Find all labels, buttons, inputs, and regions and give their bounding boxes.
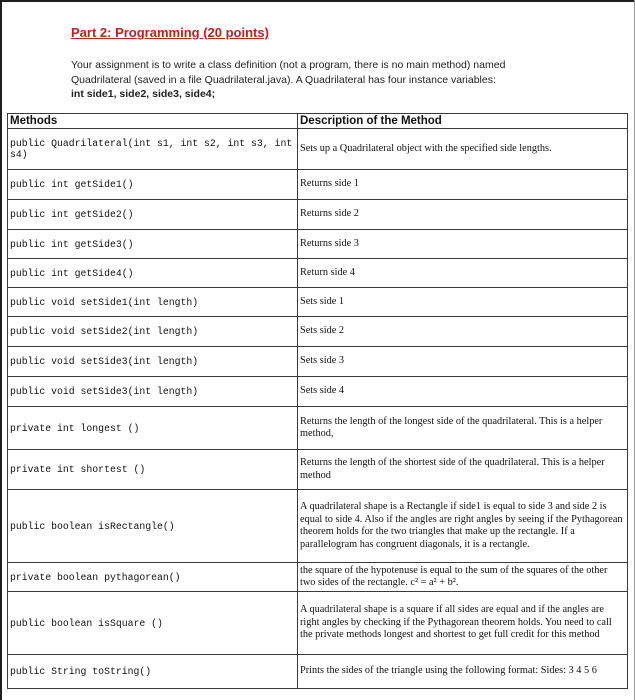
method-description: Prints the sides of the triangle using the following format: Sides: 3 4 5 6 [298,655,628,689]
method-description: Sets side 3 [298,347,628,377]
table-row [8,259,628,288]
assignment-intro [71,58,591,102]
method-description: A quadrilateral shape is a square if all sides are equal and if the angles are right angles by checking if the Pythagorean theorem holds. You need to call the private methods longest and shortest to get full credit for this method [298,592,628,655]
method-description: Sets side 1 [298,288,628,317]
method-description: Sets side 2 [298,317,628,347]
method-description: Returns side 2 [298,200,628,230]
method-signature: public void setSide1(int length) [8,288,298,317]
method-description: Returns the length of the shortest side of the quadrilateral. This is a helper method [298,450,628,490]
intro-line-1: Your assignment is to write a class definition (not a program, there is no main method) named [71,59,506,71]
method-signature: private int shortest () [8,450,298,490]
method-signature: public int getSide4() [8,259,298,288]
method-signature: public void setSide2(int length) [8,317,298,347]
method-description: Sets side 4 [298,377,628,407]
method-signature: public boolean isSquare () [8,592,298,655]
window-top-border [0,0,635,2]
table-row [8,563,628,592]
window-left-border [0,0,2,700]
method-signature: public int getSide1() [8,170,298,200]
methods-column-header: Methods [8,114,298,129]
section-title: Part 2: Programming (20 points) [71,25,269,40]
method-signature: public boolean isRectangle() [8,490,298,563]
table-row [8,129,628,170]
methods-table [7,113,628,689]
table-row [8,288,628,317]
method-signature: public void setSide3(int length) [8,377,298,407]
method-description: Returns side 3 [298,230,628,259]
method-description: Returns the length of the longest side of the quadrilateral. This is a helper method, [298,407,628,450]
instance-variables: int side1, side2, side3, side4; [71,88,216,100]
method-description: A quadrilateral shape is a Rectangle if side1 is equal to side 3 and side 2 is equal to side 4. Also if the angles are right angles by seeing if the Pythagorean theorem holds for the two triangles that make up the rectangle. If a parallelogram has congruent diagonals, it is a rectangle. [298,490,628,563]
table-row [8,230,628,259]
method-signature: public Quadrilateral(int s1, int s2, int s3, int s4) [8,129,298,170]
method-description: the square of the hypotenuse is equal to the sum of the squares of the other two sides of the rectangle. c² = a² + b². [298,563,628,592]
table-row [8,377,628,407]
method-description: Returns side 1 [298,170,628,200]
table-row [8,592,628,655]
description-column-header: Description of the Method [298,114,628,129]
method-signature: public int getSide2() [8,200,298,230]
table-row [8,170,628,200]
method-description: Return side 4 [298,259,628,288]
method-signature: public void setSide3(int length) [8,347,298,377]
table-row [8,317,628,347]
method-signature: private int longest () [8,407,298,450]
method-signature: private boolean pythagorean() [8,563,298,592]
table-row [8,347,628,377]
table-row [8,407,628,450]
table-row [8,450,628,490]
table-row [8,655,628,689]
method-signature: public String toString() [8,655,298,689]
table-row [8,490,628,563]
table-row [8,200,628,230]
method-description: Sets up a Quadrilateral object with the specified side lengths. [298,129,628,170]
table-header-row [8,114,628,129]
method-signature: public int getSide3() [8,230,298,259]
intro-line-2: Quadrilateral (saved in a file Quadrilateral.java). A Quadrilateral has four instance variables: [71,73,496,86]
